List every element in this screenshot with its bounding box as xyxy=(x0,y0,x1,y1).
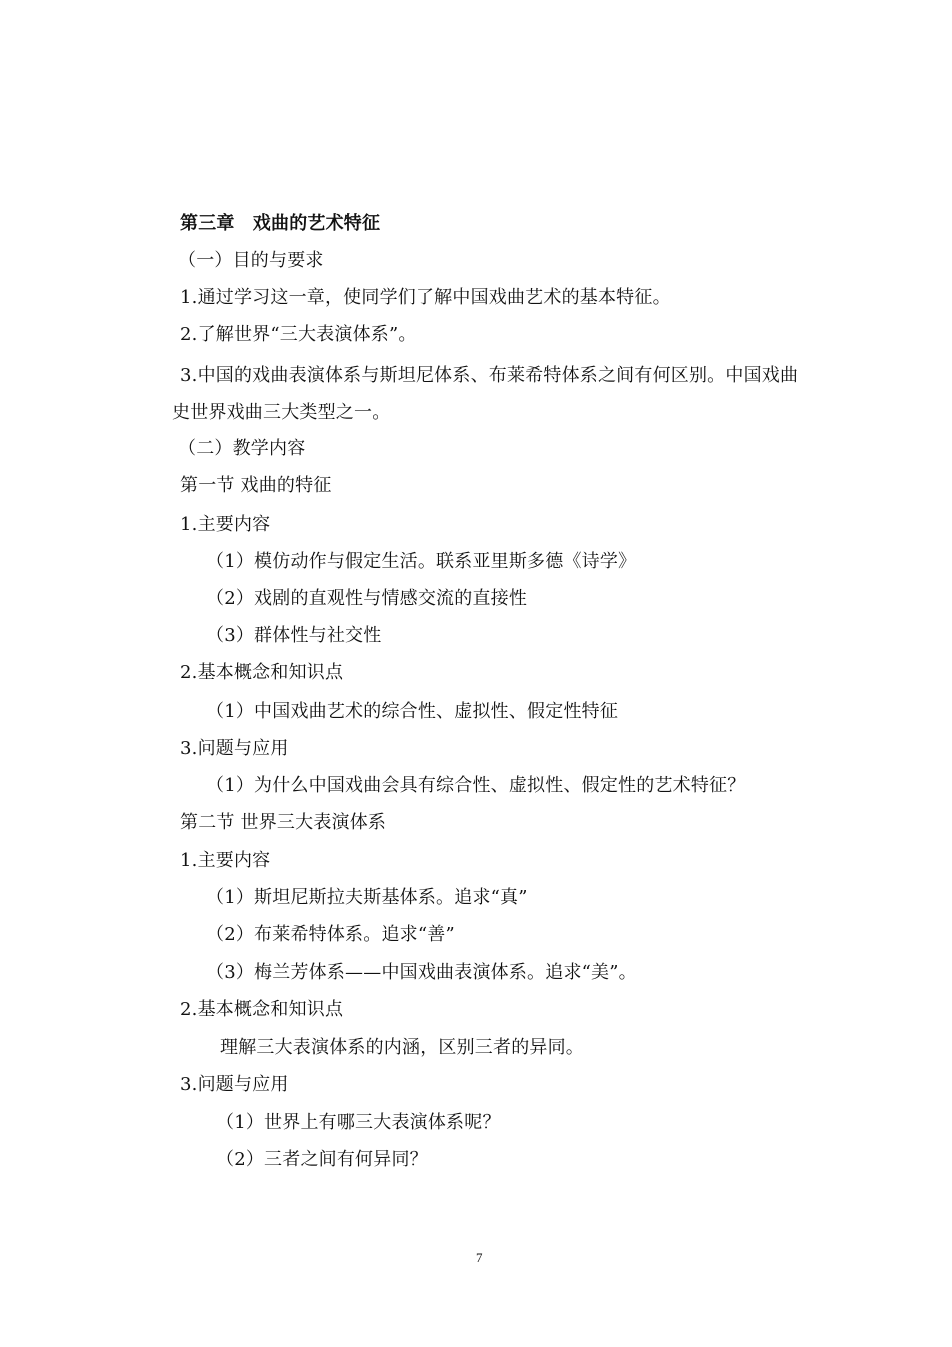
objective-3-line-1: 3.中国的戏曲表演体系与斯坦尼体系、布莱希特体系之间有何区别。中国戏曲 xyxy=(180,365,799,386)
section-2-application-heading: 3.问题与应用 xyxy=(180,1074,289,1095)
chapter-title: 第三章 戏曲的艺术特征 xyxy=(180,213,381,234)
section-2-content-item-1: （1）斯坦尼斯拉夫斯基体系。追求“真” xyxy=(206,887,528,908)
section-heading-content: （二）教学内容 xyxy=(178,438,306,459)
section-1-application-heading: 3.问题与应用 xyxy=(180,738,289,759)
section-1-concept-item-1: （1）中国戏曲艺术的综合性、虚拟性、假定性特征 xyxy=(206,701,619,722)
objective-3-line-2: 史世界戏曲三大类型之一。 xyxy=(172,402,391,423)
page-number: 7 xyxy=(476,1250,483,1265)
section-2-content-item-3: （3）梅兰芳体系——中国戏曲表演体系。追求“美”。 xyxy=(206,962,637,983)
section-2-concepts-heading: 2.基本概念和知识点 xyxy=(180,999,344,1020)
section-2-main-content-heading: 1.主要内容 xyxy=(180,850,271,871)
section-1-content-item-1: （1）模仿动作与假定生活。联系亚里斯多德《诗学》 xyxy=(206,551,637,572)
section-2-question-2: （2）三者之间有何异同？ xyxy=(216,1149,428,1170)
objective-2: 2.了解世界“三大表演体系”。 xyxy=(180,324,417,345)
section-1-concepts-heading: 2.基本概念和知识点 xyxy=(180,662,344,683)
section-2-title: 第二节 世界三大表演体系 xyxy=(180,812,387,833)
section-2-concept-text: 理解三大表演体系的内涵，区别三者的异同。 xyxy=(220,1037,584,1058)
section-1-question-1: （1）为什么中国戏曲会具有综合性、虚拟性、假定性的艺术特征？ xyxy=(206,775,746,796)
section-2-question-1: （1）世界上有哪三大表演体系呢？ xyxy=(216,1112,501,1133)
section-1-content-item-2: （2）戏剧的直观性与情感交流的直接性 xyxy=(206,588,528,609)
section-1-main-content-heading: 1.主要内容 xyxy=(180,514,271,535)
objective-1: 1.通过学习这一章，使同学们了解中国戏曲艺术的基本特征。 xyxy=(180,287,671,308)
section-1-content-item-3: （3）群体性与社交性 xyxy=(206,625,382,646)
section-heading-objectives: （一）目的与要求 xyxy=(178,250,324,271)
section-2-content-item-2: （2）布莱希特体系。追求“善” xyxy=(206,924,455,945)
section-1-title: 第一节 戏曲的特征 xyxy=(180,475,332,496)
